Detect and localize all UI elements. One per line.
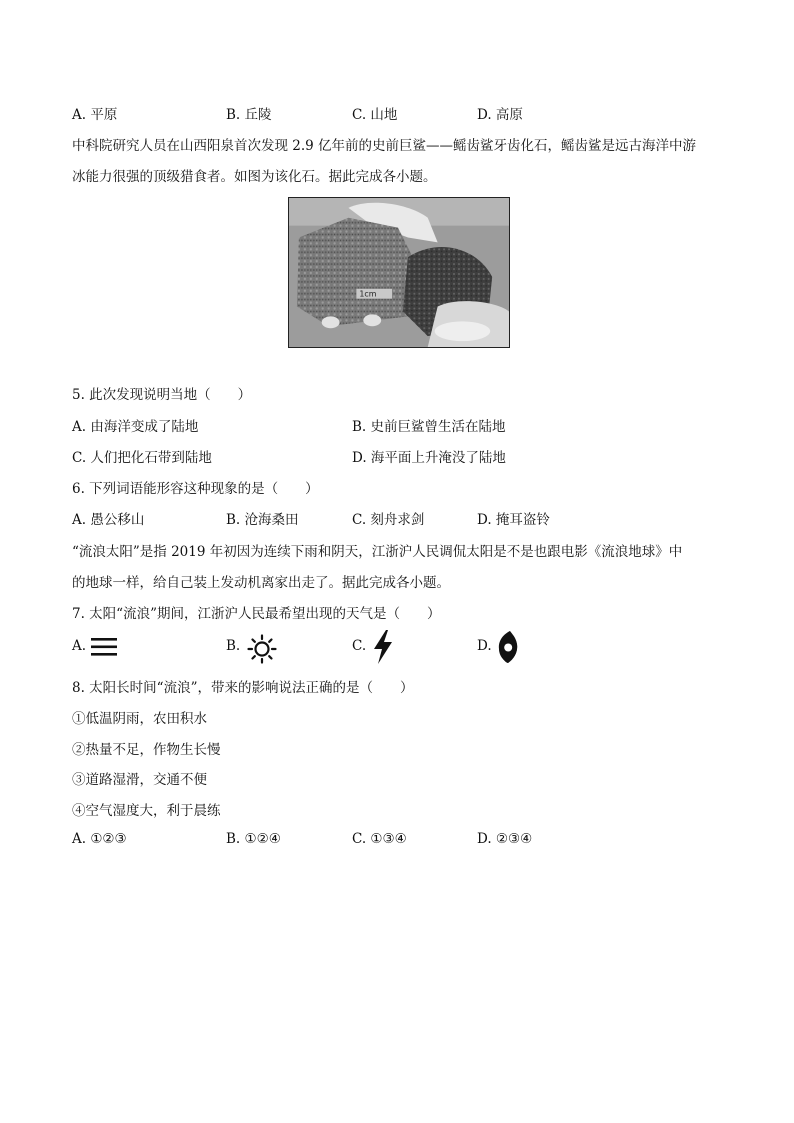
q6-option-c[interactable]: C. 刻舟求剑 — [352, 512, 425, 528]
q4-option-a[interactable]: A. 平原 — [72, 107, 118, 123]
q8-option-b[interactable]: B. ①②④ — [226, 831, 281, 847]
fossil-photo — [288, 197, 510, 348]
q4-option-d[interactable]: D. 高原 — [477, 107, 523, 123]
q8-stem: 8. 太阳长时间“流浪”，带来的影响说法正确的是（ ） — [72, 680, 414, 696]
passage2-line-1: “流浪太阳”是指 2019 年初因为连续下雨和阴天，江浙沪人民调侃太阳是不是也跟电影《流浪地球》中 — [72, 544, 683, 560]
passage2-line-2: 的地球一样，给自己装上发动机离家出走了。据此完成各小题。 — [72, 575, 450, 591]
q7-stem: 7. 太阳“流浪”期间，江浙沪人民最希望出现的天气是（ ） — [72, 606, 441, 622]
q8-option-a[interactable]: A. ①②③ — [72, 831, 127, 847]
q8-option-c[interactable]: C. ①③④ — [352, 831, 407, 847]
q7-option-d-label: D. — [477, 638, 492, 654]
q8-item-1: ①低温阴雨，农田积水 — [72, 711, 207, 727]
q4-option-c[interactable]: C. 山地 — [352, 107, 398, 123]
q7-option-a-label: A. — [72, 638, 87, 654]
q6-option-d[interactable]: D. 掩耳盗铃 — [477, 512, 550, 528]
q5-option-d[interactable]: D. 海平面上升淹没了陆地 — [352, 450, 506, 466]
q5-stem: 5. 此次发现说明当地（ ） — [72, 387, 252, 403]
fossil-photo-graphic — [289, 198, 509, 347]
lightning-icon — [371, 629, 395, 665]
q5-option-b[interactable]: B. 史前巨鲨曾生活在陆地 — [352, 419, 506, 435]
q6-option-b[interactable]: B. 沧海桑田 — [226, 512, 299, 528]
q7-option-c-label: C. — [352, 638, 367, 654]
sun-icon — [246, 634, 278, 664]
passage1-line-1: 中科院研究人员在山西阳泉首次发现 2.9 亿年前的史前巨鲨——鳐齿鲨牙齿化石，鳐齿鲨是远古海洋中游 — [72, 138, 697, 154]
q5-option-c[interactable]: C. 人们把化石带到陆地 — [72, 450, 212, 466]
q7-option-b-label: B. — [226, 638, 241, 654]
q6-stem: 6. 下列词语能形容这种现象的是（ ） — [72, 481, 319, 497]
passage1-line-2: 冰能力很强的顶级猎食者。如图为该化石。据此完成各小题。 — [72, 169, 437, 185]
q8-item-4: ④空气湿度大，利于晨练 — [72, 803, 221, 819]
q8-option-d[interactable]: D. ②③④ — [477, 831, 533, 847]
q5-option-a[interactable]: A. 由海洋变成了陆地 — [72, 419, 199, 435]
q4-option-b[interactable]: B. 丘陵 — [226, 107, 272, 123]
q8-item-3: ③道路湿滑，交通不便 — [72, 772, 207, 788]
q6-option-a[interactable]: A. 愚公移山 — [72, 512, 145, 528]
fossil-scale-label: 1cm — [359, 289, 377, 299]
typhoon-icon — [496, 630, 520, 664]
fog-icon — [90, 636, 118, 658]
q8-item-2: ②热量不足，作物生长慢 — [72, 742, 221, 758]
